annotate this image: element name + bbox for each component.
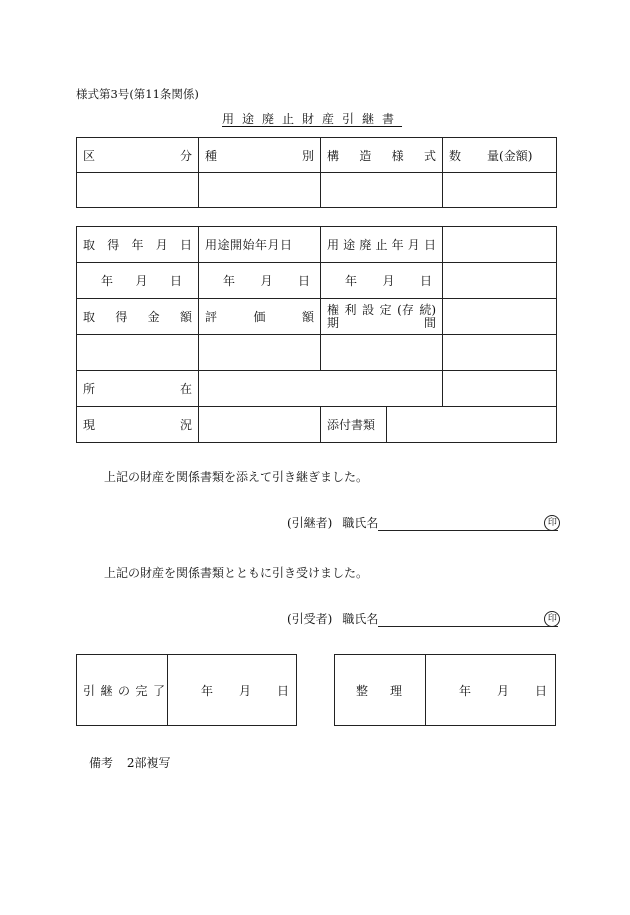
type-header: 種 別 <box>199 138 321 173</box>
transferor-signature <box>287 514 560 531</box>
blank-cell[interactable] <box>443 371 557 407</box>
location-label: 所 在 <box>77 371 199 407</box>
remarks <box>89 754 170 771</box>
transferor-name-field[interactable] <box>378 516 558 531</box>
category-header: 区 分 <box>77 138 199 173</box>
status-label: 現 況 <box>77 407 199 443</box>
blank-cell[interactable] <box>443 227 557 263</box>
valuation-value[interactable] <box>199 335 321 371</box>
remarks-text: 2部複写 <box>126 756 171 770</box>
receiver-name-label: 職氏名 <box>342 612 379 626</box>
acquisition-date-value[interactable]: 年 月 日 <box>77 263 199 299</box>
arrangement-box <box>334 654 556 726</box>
completion-label: 引 継 の 完 了 <box>83 683 165 698</box>
acquisition-amount-value[interactable] <box>77 335 199 371</box>
receiver-name-field[interactable] <box>378 612 558 627</box>
property-details-table <box>76 226 557 443</box>
blank-cell[interactable] <box>443 299 557 335</box>
use-end-date-label: 用 途 廃 止 年 月 日 <box>321 227 443 263</box>
property-type-table <box>76 137 557 208</box>
type-cell[interactable] <box>199 173 321 208</box>
rights-period-label: 権 利 設 定 (存 続) 期 間 <box>321 299 443 335</box>
transfer-statement: 上記の財産を関係書類を添えて引き継ぎました。 <box>104 470 369 484</box>
quantity-cell[interactable] <box>443 173 557 208</box>
blank-cell[interactable] <box>443 263 557 299</box>
use-end-date-value[interactable]: 年 月 日 <box>321 263 443 299</box>
document-title: 用途廃止財産引継書 <box>222 112 403 126</box>
quantity-header: 数 量(金額) <box>443 138 557 173</box>
status-value[interactable] <box>199 407 321 443</box>
use-start-date-label: 用途開始年月日 <box>199 227 321 263</box>
seal-mark: 印 <box>544 515 560 531</box>
attachments-label: 添付書類 <box>321 407 387 443</box>
remarks-label: 備考 <box>89 756 114 770</box>
completion-date[interactable]: 年 月 日 <box>201 683 289 698</box>
receipt-statement: 上記の財産を関係書類とともに引き受けました。 <box>104 566 369 580</box>
category-cell[interactable] <box>77 173 199 208</box>
structure-header: 構 造 様 式 <box>321 138 443 173</box>
acquisition-date-label: 取 得 年 月 日 <box>77 227 199 263</box>
rights-period-value[interactable] <box>321 335 443 371</box>
use-start-date-value[interactable]: 年 月 日 <box>199 263 321 299</box>
completion-box <box>76 654 297 726</box>
divider <box>425 655 426 725</box>
receiver-role: (引受者) <box>287 612 333 626</box>
divider <box>167 655 168 725</box>
blank-cell[interactable] <box>443 335 557 371</box>
transferor-role: (引継者) <box>287 516 333 530</box>
location-value[interactable] <box>199 371 443 407</box>
arrangement-date[interactable]: 年 月 日 <box>459 683 547 698</box>
seal-mark: 印 <box>544 611 560 627</box>
structure-cell[interactable] <box>321 173 443 208</box>
acquisition-amount-label: 取 得 金 額 <box>77 299 199 335</box>
valuation-label: 評 価 額 <box>199 299 321 335</box>
form-reference: 様式第3号(第11条関係) <box>76 87 199 101</box>
receiver-signature <box>287 610 560 627</box>
transferor-name-label: 職氏名 <box>342 516 379 530</box>
attachments-value[interactable] <box>387 407 557 443</box>
arrangement-label: 整 理 <box>356 683 402 698</box>
